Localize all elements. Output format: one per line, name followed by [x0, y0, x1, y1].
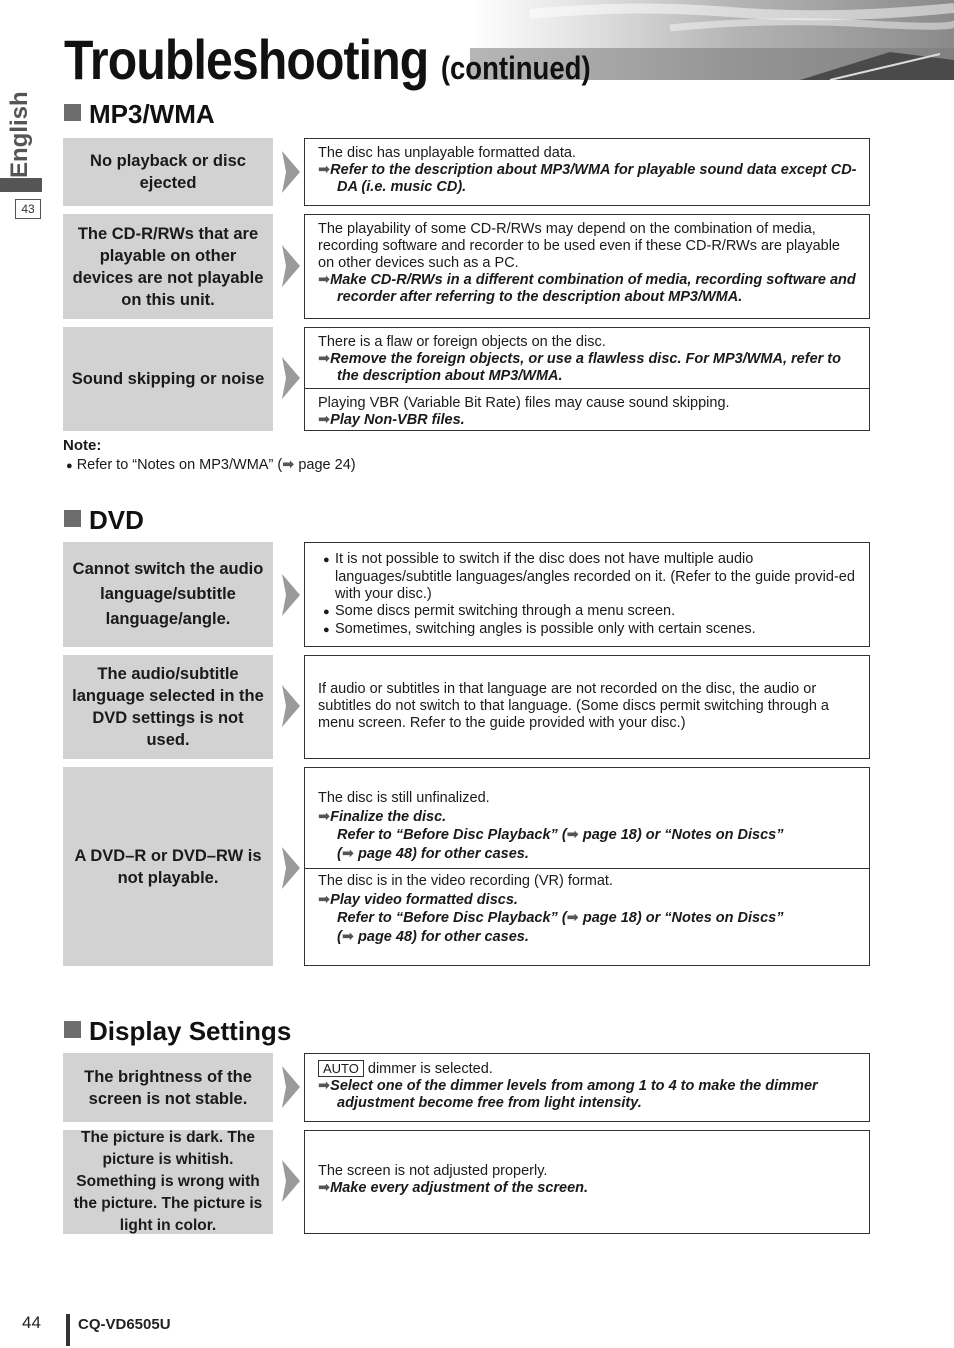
note-label: Note:: [63, 437, 102, 454]
fix-line: [318, 808, 857, 827]
arrow-right-icon: ➡: [318, 1078, 331, 1094]
arrow-right-icon: ➡: [318, 1180, 331, 1196]
bullet-icon: ●: [66, 460, 73, 472]
note-item: [66, 457, 356, 473]
arrow-right-icon: ➡: [318, 891, 331, 908]
reference-text: Refer to “Before Disc Playback” (: [337, 910, 567, 926]
reference-text: page 18) or “Notes on Discs”: [578, 827, 784, 843]
fix-line: [318, 162, 857, 196]
cause-text: If audio or subtitles in that language are not recorded on the disc, the audio or subtitles do not switch to that language. (Some discs permit switching through a menu screen. Refer to the guide provided with your disc.): [318, 681, 829, 731]
square-bullet-icon: [64, 104, 81, 121]
fix-line: [318, 1180, 857, 1197]
chevron-right-icon: [282, 357, 300, 399]
language-tab: [0, 90, 42, 192]
arrow-right-icon: ➡: [341, 845, 354, 862]
problem-cell: [63, 542, 273, 647]
solution-box: [304, 655, 870, 759]
square-bullet-icon: [64, 1021, 81, 1038]
page-title: [64, 30, 591, 98]
title-main: Troubleshooting: [64, 28, 429, 91]
cause-text: The screen is not adjusted properly.: [318, 1163, 548, 1179]
solution-box: [304, 327, 870, 431]
chevron-right-icon: [282, 574, 300, 616]
solution-cell: [305, 1131, 869, 1197]
reference-line: [318, 928, 857, 947]
arrow-right-icon: ➡: [341, 928, 354, 945]
chevron-right-icon: [282, 151, 300, 193]
bullet-icon: ●: [323, 606, 330, 618]
problem-text: A DVD–R or DVD–RW is not playable.: [74, 846, 262, 887]
bullet-text: It is not possible to switch if the disc does not have multiple audio languages/subtitle languages/angles recorded on it. (Refer to the guide provid-ed with your disc.): [335, 551, 855, 602]
problem-text: The CD-R/RWs that are playable on other devices are not playable on this unit.: [72, 224, 264, 309]
reference-text: Refer to “Before Disc Playback” (: [337, 827, 567, 843]
solution-cell: [305, 388, 869, 429]
cause-text: Playing VBR (Variable Bit Rate) files may cause sound skipping.: [318, 395, 730, 411]
problem-cell: [63, 138, 273, 206]
bullet-text: Some discs permit switching through a menu screen.: [335, 603, 676, 619]
section-title-mp3: [64, 99, 215, 129]
fix-line: [318, 891, 857, 910]
solution-box: [304, 767, 870, 966]
fix-line: [318, 351, 857, 385]
reference-text: (: [337, 928, 342, 945]
reference-line: [318, 845, 857, 864]
solution-cell: [305, 543, 869, 639]
arrow-right-icon: ➡: [282, 457, 295, 473]
problem-text: The brightness of the screen is not stable.: [84, 1067, 252, 1108]
problem-text: Sound skipping or noise: [71, 370, 265, 388]
solution-cell: [305, 868, 869, 946]
solution-cell: [305, 768, 869, 868]
bullet-icon: ●: [323, 554, 330, 566]
arrow-right-icon: ➡: [566, 827, 579, 843]
arrow-right-icon: ➡: [318, 808, 331, 825]
fix-text: Play video formatted discs.: [330, 891, 518, 908]
cause-text: The disc is still unfinalized.: [318, 790, 490, 806]
fix-line: [318, 272, 857, 306]
solution-box: [304, 1130, 870, 1234]
cause-text: dimmer is selected.: [367, 1061, 493, 1077]
cause-text: The disc has unplayable formatted data.: [318, 145, 576, 161]
solution-box: [304, 1053, 870, 1122]
model-number: CQ-VD6505U: [78, 1316, 171, 1333]
reference-text: page 18) or “Notes on Discs”: [578, 910, 784, 926]
square-bullet-icon: [64, 510, 81, 527]
language-page-ref: 43: [15, 199, 41, 219]
section-title-dvd: [64, 505, 144, 535]
chevron-right-icon: [282, 1160, 300, 1202]
footer-divider: [66, 1314, 70, 1346]
bullet-item: [318, 551, 857, 603]
fix-line: [318, 412, 857, 429]
arrow-right-icon: ➡: [566, 910, 579, 926]
fix-line: [318, 1078, 857, 1112]
solution-box: [304, 138, 870, 206]
section-title-text: MP3/WMA: [89, 99, 215, 129]
section-title-text: Display Settings: [89, 1016, 292, 1046]
reference-line: [318, 909, 857, 928]
solution-cell: [305, 1054, 869, 1112]
problem-cell: [63, 327, 273, 431]
chevron-right-icon: [282, 1066, 300, 1108]
reference-text: page 48) for other cases.: [354, 928, 529, 945]
section-title-display: [64, 1016, 291, 1046]
cause-text: The playability of some CD-R/RWs may depend on the combination of media, recording software and recorder to be used even if these CD-R/RWs are playable on other devices such as a PC.: [318, 221, 840, 271]
note-page-ref: page 24): [294, 457, 356, 473]
solution-cell: [305, 328, 869, 388]
problem-text: The picture is dark. The picture is whitish. Something is wrong with the picture. The picture is light in color.: [73, 1129, 263, 1234]
note-text: Refer to “Notes on MP3/WMA” (: [76, 457, 283, 473]
problem-cell: [63, 214, 273, 319]
arrow-right-icon: ➡: [318, 412, 331, 428]
fix-text: Remove the foreign objects, or use a flawless disc. For MP3/WMA, refer to the description about MP3/WMA.: [330, 351, 841, 384]
chevron-right-icon: [282, 685, 300, 727]
problem-text: Cannot switch the audio language/subtitle language/angle.: [72, 560, 264, 628]
arrow-right-icon: ➡: [318, 162, 331, 178]
chevron-right-icon: [282, 847, 300, 889]
fix-text: Refer to the description about MP3/WMA for playable sound data except CD-DA (i.e. music CD).: [330, 162, 857, 195]
chevron-right-icon: [282, 245, 300, 287]
problem-text: No playback or disc ejected: [90, 152, 246, 192]
fix-text: Select one of the dimmer levels from among 1 to 4 to make the dimmer adjustment become free from light intensity.: [330, 1078, 818, 1111]
arrow-right-icon: ➡: [318, 272, 331, 288]
fix-text: Finalize the disc.: [330, 808, 447, 825]
solution-cell: [305, 139, 869, 196]
fix-text: Make CD-R/RWs in a different combination of media, recording software and recorder after referring to the description about MP3/WMA.: [330, 272, 856, 305]
solution-box: [304, 542, 870, 647]
bullet-text: Sometimes, switching angles is possible only with certain scenes.: [335, 621, 756, 637]
cause-text: There is a flaw or foreign objects on the disc.: [318, 334, 606, 350]
cause-text: The disc is in the video recording (VR) format.: [318, 873, 613, 889]
page-number: 44: [22, 1313, 41, 1332]
bullet-item: [318, 621, 857, 639]
bullet-item: [318, 603, 857, 621]
reference-text: page 48) for other cases.: [354, 845, 529, 862]
fix-text: Play Non-VBR files.: [330, 412, 465, 428]
bullet-icon: ●: [323, 624, 330, 636]
cause-line: [318, 1060, 857, 1078]
fix-text: Make every adjustment of the screen.: [330, 1180, 589, 1196]
solution-box: [304, 214, 870, 319]
arrow-right-icon: ➡: [318, 351, 331, 367]
auto-mode-badge: AUTO: [318, 1060, 364, 1077]
problem-cell: [63, 655, 273, 759]
solution-cell: [305, 656, 869, 732]
reference-text: (: [337, 845, 342, 862]
problem-cell: [63, 1053, 273, 1122]
problem-cell: [63, 767, 273, 966]
section-title-text: DVD: [89, 505, 144, 535]
reference-line: [318, 826, 857, 845]
language-tab-bar: [0, 178, 42, 192]
problem-text: The audio/subtitle language selected in the DVD settings is not used.: [72, 665, 264, 749]
solution-cell: [305, 215, 869, 306]
language-label: English: [6, 91, 33, 178]
problem-cell: [63, 1130, 273, 1234]
title-suffix: (continued): [440, 50, 591, 86]
